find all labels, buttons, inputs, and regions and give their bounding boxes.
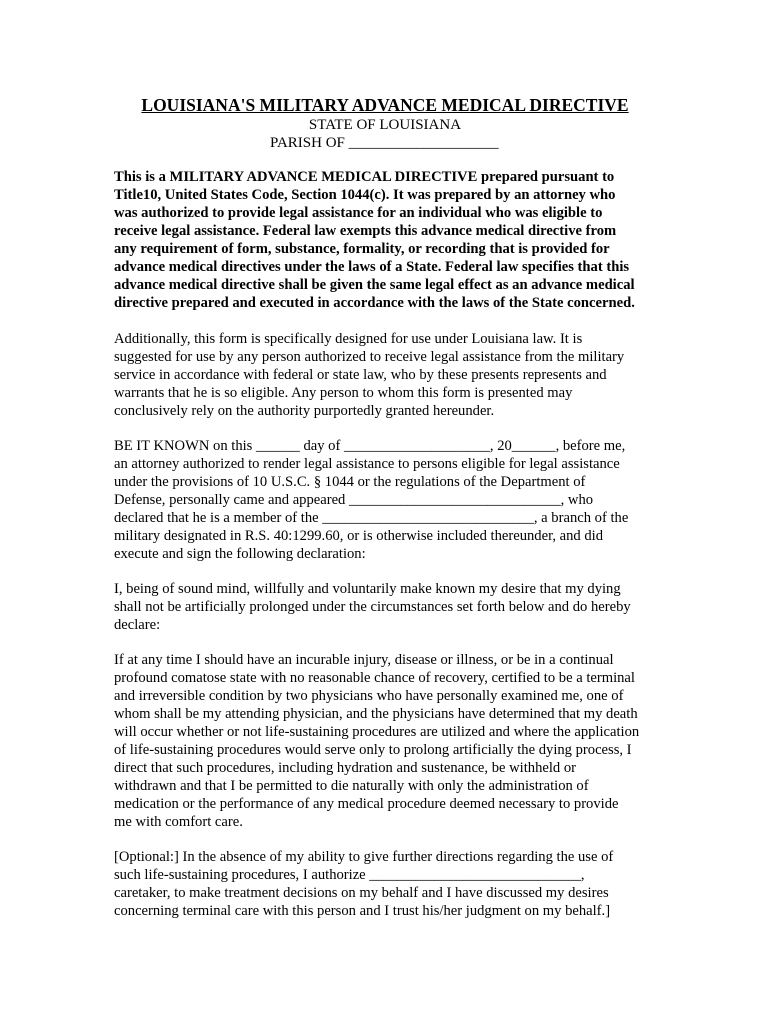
paragraph-line: warrants that he is so eligible. Any person to whom this form is presented may (114, 385, 573, 401)
state-line: STATE OF LOUISIANA (308, 117, 462, 133)
paragraph-line: Defense, personally came and appeared _____________________________, who (114, 492, 594, 508)
paragraph-optional (114, 848, 664, 920)
paragraph-line: any requirement of form, substance, formality, or recording that is provided for (114, 241, 610, 257)
paragraph-line: direct that such procedures, including hydration and sustenance, be withheld or (114, 760, 576, 776)
paragraph-line: execute and sign the following declaration: (114, 546, 366, 562)
paragraph-line: me with comfort care. (114, 814, 243, 830)
paragraph-line: declared that he is a member of the _____________________________, a branch of the (114, 510, 629, 526)
paragraph-line: whom shall be my attending physician, and the physicians have determined that my death (114, 706, 638, 722)
paragraph-line: will occur whether or not life-sustaining procedures are utilized and where the application (114, 724, 640, 740)
paragraph-line: withdrawn and that I be permitted to die naturally with only the administration of (114, 778, 589, 794)
paragraph-line: [Optional:] In the absence of my ability to give further directions regarding the use of (114, 849, 614, 865)
paragraph-line: of life-sustaining procedures would serve only to prolong artificially the dying process, I (114, 742, 632, 758)
paragraph-line: concerning terminal care with this person and I trust his/her judgment on my behalf.] (114, 903, 611, 919)
paragraph-line: medication or the performance of any medical procedure deemed necessary to provide (114, 796, 619, 812)
parish-line: PARISH OF ____________________ (270, 135, 499, 151)
paragraph-additionally (114, 330, 664, 420)
paragraph-line: shall not be artificially prolonged under the circumstances set forth below and do hereby (114, 599, 631, 615)
paragraph-line: Title10, United States Code, Section 1044(c). It was prepared by an attorney who (114, 187, 616, 203)
document-title: LOUISIANA'S MILITARY ADVANCE MEDICAL DIRECTIVE (141, 95, 629, 115)
paragraph-line: an attorney authorized to render legal assistance to persons eligible for legal assistance (114, 456, 620, 472)
paragraph-line: declare: (114, 617, 161, 633)
paragraph-line: under the provisions of 10 U.S.C. § 1044 or the regulations of the Department of (114, 474, 586, 490)
paragraph-line: advance medical directive shall be given the same legal effect as an advance medical (114, 277, 635, 293)
paragraph-line: directive prepared and executed in accordance with the laws of the State concerned. (114, 295, 635, 311)
paragraph-line: suggested for use by any person authorized to receive legal assistance from the military (114, 349, 625, 365)
paragraph-line: This is a MILITARY ADVANCE MEDICAL DIRECTIVE prepared pursuant to (114, 169, 615, 185)
paragraph-be-it-known (114, 437, 664, 563)
paragraph-line: was authorized to provide legal assistance for an individual who was eligible to (114, 205, 603, 221)
paragraph-line: I, being of sound mind, willfully and voluntarily make known my desire that my dying (114, 581, 621, 597)
paragraph-line: service in accordance with federal or state law, who by these presents represents and (114, 367, 607, 383)
paragraph-sound-mind (114, 580, 664, 634)
paragraph-intro (114, 168, 664, 312)
paragraph-line: military designated in R.S. 40:1299.60, or is otherwise included thereunder, and did (114, 528, 604, 544)
paragraph-line: and irreversible condition by two physicians who have personally examined me, one of (114, 688, 624, 704)
paragraph-line: conclusively rely on the authority purportedly granted hereunder. (114, 403, 495, 419)
paragraph-line: receive legal assistance. Federal law exempts this advance medical directive from (114, 223, 617, 239)
paragraph-line: BE IT KNOWN on this ______ day of ____________________, 20______, before me, (114, 438, 626, 454)
paragraph-line: profound comatose state with no reasonable chance of recovery, certified to be a terminal (114, 670, 635, 686)
paragraph-line: Additionally, this form is specifically designed for use under Louisiana law. It is (114, 331, 583, 347)
paragraph-line: If at any time I should have an incurable injury, disease or illness, or be in a continual (114, 652, 614, 668)
paragraph-line: caretaker, to make treatment decisions on my behalf and I have discussed my desires (114, 885, 609, 901)
paragraph-line: advance medical directives under the laws of a State. Federal law specifies that this (114, 259, 630, 275)
paragraph-incurable (114, 651, 664, 831)
paragraph-line: such life-sustaining procedures, I authorize _____________________________, (114, 867, 585, 883)
